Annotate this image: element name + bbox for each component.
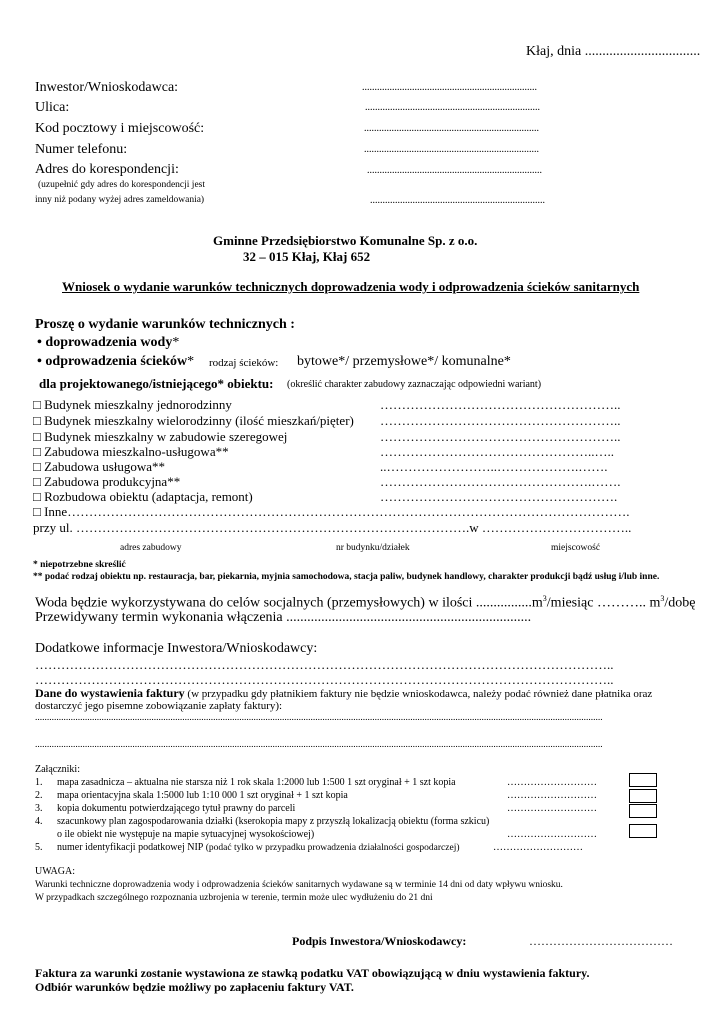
document-title: Wniosek o wydanie warunków technicznych doprowadzenia wody i odprowadzenia ścieków sanitarnych [62,279,640,294]
attachment-4-text-cont: o ile obiekt nie występuje na mapie sytuacyjnej wysokościowej) [57,829,315,840]
attachment-2-text: mapa orientacyjna skala 1:5000 lub 1:10 000 1 szt oryginał + 1 szt kopia [57,790,348,801]
option-multi-family[interactable]: □ Budynek mieszkalny wielorodzinny (ilość mieszkań/pięter) [33,413,354,428]
request-sewage-star: * [187,354,195,369]
closing-line-1: Faktura za warunki zostanie wystawiona ze stawką podatku VAT obowiązującą w dniu wystawienia faktury. [35,966,590,980]
invoice-dots-1[interactable]: ............................................................................................................................................................................................................................................... [35,713,603,723]
field-label-street: Ulica: [35,100,70,115]
attachment-4-checkbox[interactable] [629,824,657,838]
correspondence-note-dots[interactable]: ...................................................................... [370,195,545,206]
option-service[interactable]: □ Zabudowa usługowa** [33,459,166,474]
attachment-1-num: 1. [35,777,43,788]
attachment-4-dots[interactable]: ……………………… [507,829,597,840]
caption-city: miejscowość [551,543,601,553]
attachment-3-dots[interactable]: ……………………… [507,803,597,814]
attachment-1-checkbox[interactable] [629,773,657,787]
option-terraced[interactable]: □ Budynek mieszkalny w zabudowie szeregowej [33,429,288,444]
attachment-3-text: kopia dokumentu potwierdzającego tytuł prawny do parceli [57,803,296,814]
additional-info-label: Dodatkowe informacje Inwestora/Wnioskodawcy: [35,641,318,656]
field-dots-correspondence[interactable]: ...................................................................... [367,165,542,176]
field-dots-street[interactable]: ...................................................................... [365,102,540,113]
option-mixed-use[interactable]: □ Zabudowa mieszkalno-usługowa** [33,444,229,459]
sewage-type-values: bytowe*/ przemysłowe*/ komunalne* [297,354,511,369]
attachment-2-checkbox[interactable] [629,789,657,803]
invoice-info: Dane do wystawienia faktury (w przypadku gdy płatnikiem faktury nie będzie wnioskodawca, należy podać również dane płatnika oraz [35,686,653,700]
signature-label: Podpis Inwestora/Wnioskodawcy: [292,934,467,948]
attachment-5-dots[interactable]: ……………………… [493,842,583,853]
option-single-family[interactable]: □ Budynek mieszkalny jednorodzinny [33,397,232,412]
object-hint: (określić charakter zabudowy zaznaczając odpowiedni wariant) [287,379,542,390]
option-extension[interactable]: □ Rozbudowa obiektu (adaptacja, remont) [33,489,253,504]
water-usage[interactable]: Woda będzie wykorzystywana do celów socjalnych (przemysłowych) w ilości $................m^3$/miesiąc ……….. $m^3$/dobę [35,594,696,611]
signature-dots[interactable]: ……………………………… [529,934,673,948]
caption-street: adres zabudowy [120,543,182,553]
option-production[interactable]: □ Zabudowa produkcyjna** [33,474,181,489]
footnote-one: * niepotrzebne skreślić [33,560,126,570]
attachment-4-num: 4. [35,816,43,827]
option-other[interactable]: □ Inne…………………………………………………………………………………………………………………. [33,504,630,519]
field-label-postal: Kod pocztowy i miejscowość: [35,121,205,136]
field-label-correspondence: Adres do korespondencji: [35,162,179,177]
request-intro: Proszę o wydanie warunków technicznych : [35,317,295,332]
option-mixed-use-dots[interactable]: …………………………………………..….. [380,444,614,459]
attachment-2-dots[interactable]: ……………………… [507,790,597,801]
attachments-label: Załączniki: [35,764,80,775]
address-line[interactable]: przy ul. ……………………………………………………………………………….w …………………………….. [33,520,632,535]
object-label: dla projektowanego/istniejącego* obiektu: [39,376,274,391]
option-service-dots[interactable]: ..……………………..……………….……. [380,459,608,474]
sewage-type-label: rodzaj ścieków: [209,357,279,369]
attachment-1-dots[interactable]: ……………………… [507,777,597,788]
request-water: • doprowadzenia wody [37,335,173,350]
additional-info-dots-2[interactable]: …………………………………………………………………………………………………………………….. [35,672,614,687]
attachment-4-text: szacunkowy plan zagospodarowania działki (kserokopia mapy z przyszłą lokalizacją obiektu (forma szkicu) [57,816,490,827]
attachment-3-checkbox[interactable] [629,804,657,818]
attachment-5-text: numer identyfikacji podatkowej NIP (podać tylko w przypadku prowadzenia działalności gospodarczej) [57,842,460,853]
warning-label: UWAGA: [35,866,75,877]
additional-info-dots-1[interactable]: …………………………………………………………………………………………………………………….. [35,657,614,672]
warning-line-1: Warunki techniczne doprowadzenia wody i odprowadzenia ścieków sanitarnych wydawane są w terminie 14 dni od daty wpływu wniosku. [35,880,563,890]
option-terraced-dots[interactable]: ……………………………………………….. [380,429,621,444]
attachment-5-num: 5. [35,842,43,853]
attachment-3-num: 3. [35,803,43,814]
invoice-dots-2[interactable]: ............................................................................................................................................................................................................................................... [35,740,603,750]
option-multi-family-dots[interactable]: ……………………………………………….. [380,413,621,428]
caption-number: nr budynku/działek [336,543,410,553]
option-extension-dots[interactable]: ………………………………………………. [380,489,618,504]
option-production-dots[interactable]: ………………………………………….……. [380,474,621,489]
attachment-1-text: mapa zasadnicza – aktualna nie starsza niż 1 rok skala 1:2000 lub 1:500 1 szt oryginał + 1 szt kopia [57,777,456,788]
field-dots-postal[interactable]: ...................................................................... [364,123,539,134]
attachment-2-num: 2. [35,790,43,801]
closing-line-2: Odbiór warunków będzie możliwy po zapłaceniu faktury VAT. [35,980,354,994]
footnote-two: ** podać rodzaj obiektu np. restauracja, bar, piekarnia, myjnia samochodowa, stacja paliw, budynek handlowy, charakter produkcji bądź usług i/lub inne. [33,572,660,582]
invoice-hint-2: dostarczyć jego pisemne zobowiązanie zapłaty faktury): [35,700,283,712]
option-single-family-dots[interactable]: ……………………………………………….. [380,397,621,412]
request-water-star: * [172,335,180,350]
field-dots-investor[interactable]: ...................................................................... [362,82,537,93]
field-dots-phone[interactable]: ...................................................................... [364,144,539,155]
correspondence-note-1: (uzupełnić gdy adres do korespondencji jest [38,180,205,190]
warning-line-2: W przypadkach szczególnego rozpoznania uzbrojenia w terenie, termin może ulec wydłużeniu do 21 dni [35,893,433,903]
deadline-line[interactable]: Przewidywany termin wykonania włączenia ...................................................................... [35,610,532,625]
recipient-name: Gminne Przedsiębiorstwo Komunalne Sp. z o.o. [213,233,478,248]
recipient-address: 32 – 015 Kłaj, Kłaj 652 [243,249,371,264]
request-sewage: • odprowadzenia ścieków [37,354,188,369]
field-label-phone: Numer telefonu: [35,142,128,157]
place-date[interactable]: Kłaj, dnia ................................. [526,44,701,59]
correspondence-note-2: inny niż podany wyżej adres zameldowania) [35,195,205,205]
field-label-investor: Inwestor/Wnioskodawca: [35,80,179,95]
